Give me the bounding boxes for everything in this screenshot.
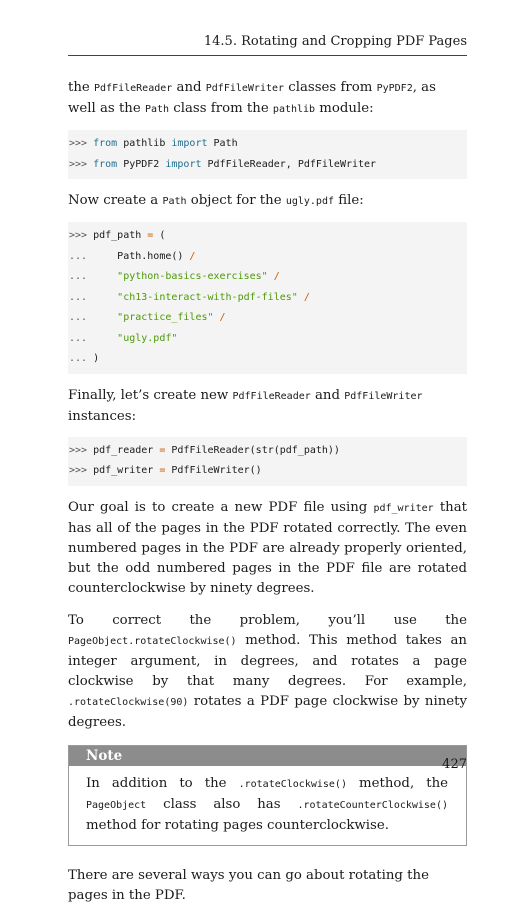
inline-code: PageObject.rotateClockwise()	[68, 635, 237, 647]
code-line: ... "ch13-interact-with-pdf-files" /	[69, 291, 310, 303]
page-content	[68, 78, 467, 906]
code-line: >>> from pathlib import Path	[69, 138, 238, 149]
code-line: >>> pdf_writer = PdfFileWriter()	[69, 465, 262, 476]
inline-code: .rotateClockwise(90)	[68, 696, 189, 708]
paragraph-path-intro: Now create a Path object for the ugly.pdf file:	[68, 193, 364, 208]
inline-code: ugly.pdf	[285, 196, 334, 207]
page-number: 427	[442, 757, 467, 772]
code-line: ... Path.home() /	[69, 250, 196, 262]
code-block-imports	[68, 130, 467, 179]
inline-code: pdf_writer	[373, 502, 434, 514]
inline-code: PdfFileWriter	[205, 83, 285, 94]
code-block-path	[68, 222, 467, 374]
paragraph-instances-intro: Finally, let’s create new PdfFileReader and PdfFileWriter instances:	[68, 387, 423, 424]
code-line: ... "python-basics-exercises" /	[69, 271, 280, 282]
inline-code: .rotateCounterClockwise()	[297, 799, 448, 811]
note-body: In addition to the .rotateClockwise() method, the PageObject class also has .rotateCounterClockwise() method for rotating pages counterclockwise.	[86, 775, 449, 833]
inline-code: PageObject	[86, 799, 147, 811]
inline-code: Path	[144, 104, 170, 115]
running-header: 14.5. Rotating and Cropping PDF Pages	[68, 34, 467, 56]
paragraph-goal: Our goal is to create a new PDF file using pdf_writer that has all of the pages in the PDF rotated correctly. The even numbered pages in the PDF are already properly oriented, but the odd numbered pages in the PDF file are rotated counterclockwise by ninety degrees.	[68, 499, 467, 596]
code-line: ... )	[69, 353, 100, 364]
note-title: Note	[69, 746, 466, 766]
inline-code: .rotateClockwise()	[238, 778, 347, 790]
code-line: >>> from PyPDF2 import PdfFileReader, PdfFileWriter	[69, 158, 377, 170]
code-block-instances	[68, 437, 467, 486]
inline-code: pathlib	[272, 104, 316, 115]
paragraph-rotate-method: To correct the problem, you’ll use the PageObject.rotateClockwise() method. This method takes an integer argument, in degrees, and rotates a page clockwise by that many degrees. For example, .rotateClockwise(90) rotates a PDF page clockwise by ninety degrees.	[68, 612, 467, 730]
inline-code: Path	[162, 196, 187, 207]
inline-code: PdfFileReader	[232, 390, 311, 402]
code-line: >>> pdf_path = (	[69, 230, 166, 241]
note-box	[68, 745, 467, 846]
paragraph-imports-intro: the PdfFileReader and PdfFileWriter classes from PyPDF2, as well as the Path class from the pathlib module:	[68, 80, 436, 116]
inline-code: PdfFileWriter	[344, 390, 423, 402]
inline-code: PdfFileReader	[94, 83, 173, 94]
paragraph-several-ways: There are several ways you can go about rotating the pages in the PDF.	[68, 867, 429, 903]
inline-code: PyPDF2	[376, 83, 413, 94]
code-line: ... "practice_files" /	[69, 312, 226, 323]
code-line: >>> pdf_reader = PdfFileReader(str(pdf_path))	[69, 444, 340, 456]
code-line: ... "ugly.pdf"	[69, 332, 178, 344]
